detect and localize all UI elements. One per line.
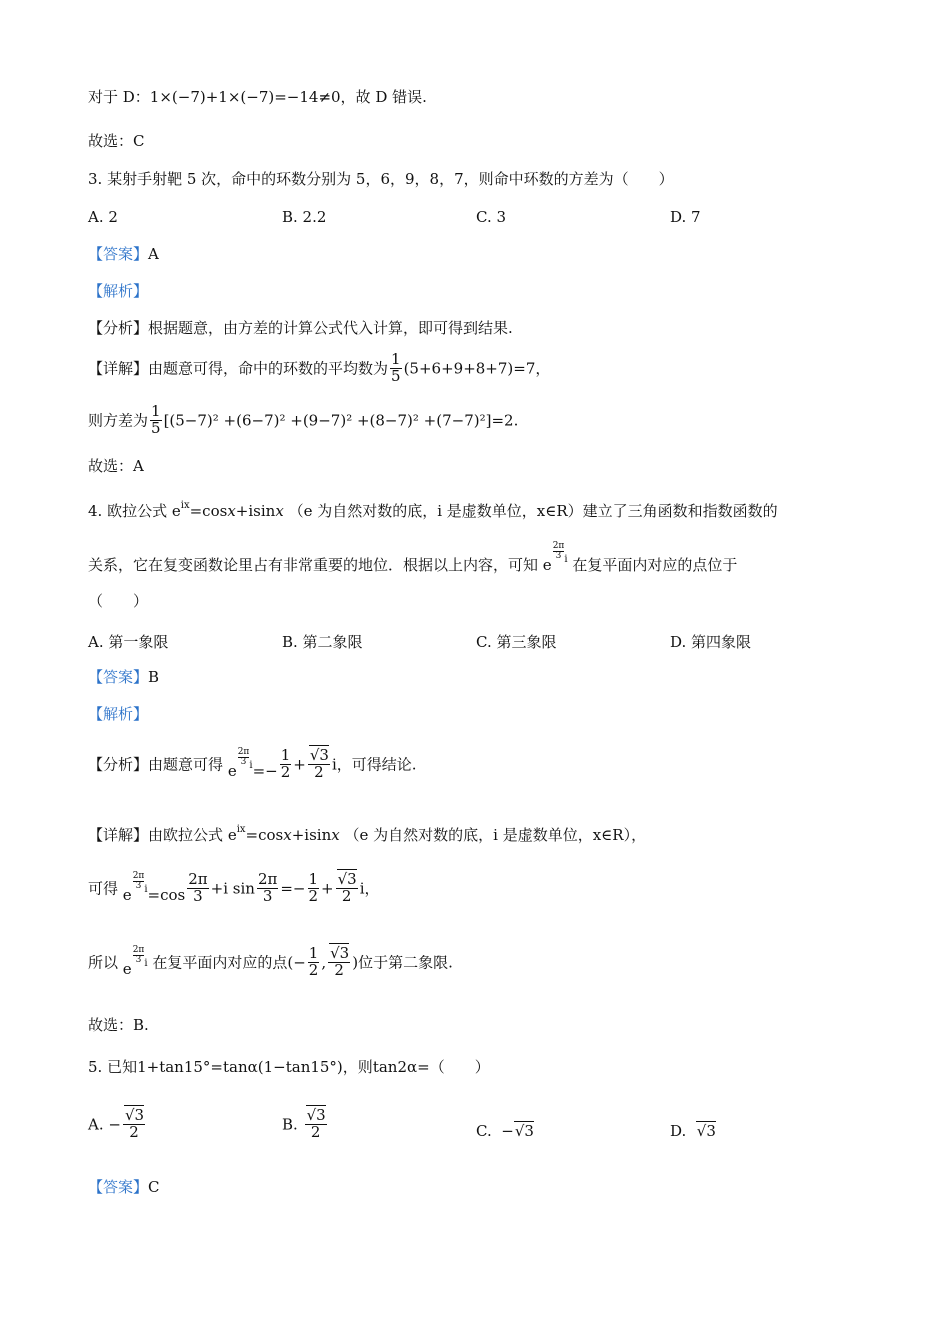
fraction-half: $\frac{1}{2}$ [308,870,319,905]
fraction-2pi-3-b: $\frac{2\pi}{3}$ [257,870,278,905]
fraction-half: $\frac{1}{2}$ [308,944,319,979]
answer-value: B [148,668,160,686]
so-post: 位于第二象限. [358,953,453,972]
q4-option-d: D. 第四象限 [670,633,752,651]
q5-stem-target: tan2α= [372,1058,430,1076]
answer-tag: 【答案】 [88,1178,149,1196]
detail-label: 【详解】 [88,826,149,844]
q5-option-a: A. − $\frac{√3}{2}$ [88,1106,145,1141]
variance-expression: [(5−7)² +(6−7)² +(9−7)² +(8−7)² +(7−7)²]=2. [163,411,519,430]
fraction-half: $\frac{1}{2}$ [280,746,291,781]
detail-label: 【详解】 [88,359,149,378]
q3-answer [88,245,159,263]
q3-option-a: A. 2 [88,208,118,226]
e-2pi3-i: e $\frac{2\pi}{3}$ $^i$=cos [122,871,186,905]
so-pre: 所以 [88,953,119,972]
so-mid: 在复平面内对应的点 [152,953,288,972]
e-2pi3-i: e $\frac{2\pi}{3}$ $^i$ [122,945,148,979]
q5-answer [88,1178,160,1196]
q3-variance [88,404,518,437]
q4-choice: 故选：B. [88,1016,149,1034]
fraction-sqrt3-half: $\frac{√3}{2}$ [309,746,329,781]
q4-stem-post: （e 为自然对数的底，i 是虚数单位，x∈R）建立了三角函数和指数函数的 [288,502,778,520]
q3-option-d: D. 7 [670,208,701,226]
q5-stem-mid: ，则 [342,1058,373,1076]
fraction-2pi-3: $\frac{2\pi}{3}$ [188,870,208,905]
fraction-sqrt3-half: $\frac{√3}{2}$ [337,870,357,905]
q3-choice: 故选：A [88,457,144,475]
q4-stem2-pre: 关系，它在复变函数论里占有非常重要的地位．根据以上内容，可知 [88,556,539,574]
q3-stem: 3. 某射手射靶 5 次，命中的环数分别为 5，6，9，8，7，则命中环数的方差为（ ） [88,170,674,188]
q3-analysis [88,319,513,337]
euler-formula: $e^{ix}=\cos x+isinx$ [227,824,340,844]
detail-pre: 由欧拉公式 [148,826,224,844]
analysis-post: ，可得结论. [336,755,417,774]
analysis-text: 根据题意，由方差的计算公式代入计算，即可得到结果. [148,319,513,337]
q3-detail-mean [88,352,550,385]
fraction-one-fifth: $\frac{1}{5}$ [391,350,401,385]
fraction-one-fifth-2: $\frac{1}{5}$ [151,402,161,437]
fraction-sqrt3-half: $\frac{√3}{2}$ [124,1106,145,1141]
q3-option-c: C. 3 [476,208,507,226]
analysis-pre: 由题意可得 [148,755,224,774]
analysis-label: 【分析】 [88,755,149,774]
variance-intro: 则方差为 [88,411,149,430]
q4-point-location: 所以 e $\frac{2\pi}{3}$ $^i$ 在复平面内对应的点(− $\frac{1}{2}$ , $\frac{√3}{2}$ )位于第二象限. [88,944,453,979]
fraction-sqrt3-half: $\frac{√3}{2}$ [330,944,350,979]
q4-option-a: A. 第一象限 [88,633,169,651]
q4-detail [88,824,646,844]
answer-value: C [148,1178,160,1196]
euler-formula: $e^{ix}=\cos x+isinx$ [171,500,284,520]
analysis-label: 【分析】 [88,319,149,337]
q4-stem-line1 [88,500,778,520]
q4-analysis-tag: 【解析】 [88,705,149,723]
answer-value: A [148,245,159,263]
e-2pi3-i: e $\frac{2\pi}{3}$ $^i$ [542,541,568,574]
q5-option-b: B. $\frac{√3}{2}$ [282,1106,326,1141]
q4-option-b: B. 第二象限 [282,633,363,651]
q4-stem2-post: 在复平面内对应的点位于 [572,556,738,574]
fraction-sqrt3-half: $\frac{√3}{2}$ [306,1106,326,1141]
option-d-check [88,88,427,106]
q4-stem-pre: 4. 欧拉公式 [88,502,168,520]
q3-analysis-tag: 【解析】 [88,282,149,300]
e-2pi3-i: e $\frac{2\pi}{3}$ $^i$=− [227,747,278,781]
derive-pre: 可得 [88,879,119,898]
q2-choice: 故选：C [88,132,145,150]
answer-tag: 【答案】 [88,245,149,263]
detail-post: （e 为自然对数的底，i 是虚数单位，x∈R）， [344,826,647,844]
mean-expression: (5+6+9+8+7)=7， [403,359,551,378]
q5-option-c: C. −√3 [476,1122,534,1140]
q5-option-d: D. √3 [670,1122,716,1140]
q5-stem-post: （ ） [429,1058,490,1076]
q4-derivation: 可得 e $\frac{2\pi}{3}$ $^i$=cos $\frac{2\pi}{3}$ +i sin $\frac{2\pi}{3}$ =− $\frac{1}{2}$ + $\frac{√3}{2}$ i， [88,870,380,905]
detail-intro: 由题意可得，命中的环数的平均数为 [148,359,389,378]
answer-tag: 【答案】 [88,668,149,686]
q4-analysis: 【分析】由题意可得 e $\frac{2\pi}{3}$ $^i$=− $\frac{1}{2}$ + $\frac{√3}{2}$ i，可得结论. [88,746,417,781]
q5-stem-expr: 1+tan15°=tanα(1−tan15°) [137,1058,343,1076]
q5-stem-pre: 5. 已知 [88,1058,138,1076]
q5-stem [88,1058,490,1076]
q4-stem-line3: （ ） [88,592,149,610]
q4-option-c: C. 第三象限 [476,633,557,651]
option-d-check-text: 对于 D：1×(−7)+1×(−7)=−14≠0，故 D 错误. [88,88,427,106]
q4-stem-line2 [88,542,737,574]
q4-answer [88,668,159,686]
q3-option-b: B. 2.2 [282,208,327,226]
